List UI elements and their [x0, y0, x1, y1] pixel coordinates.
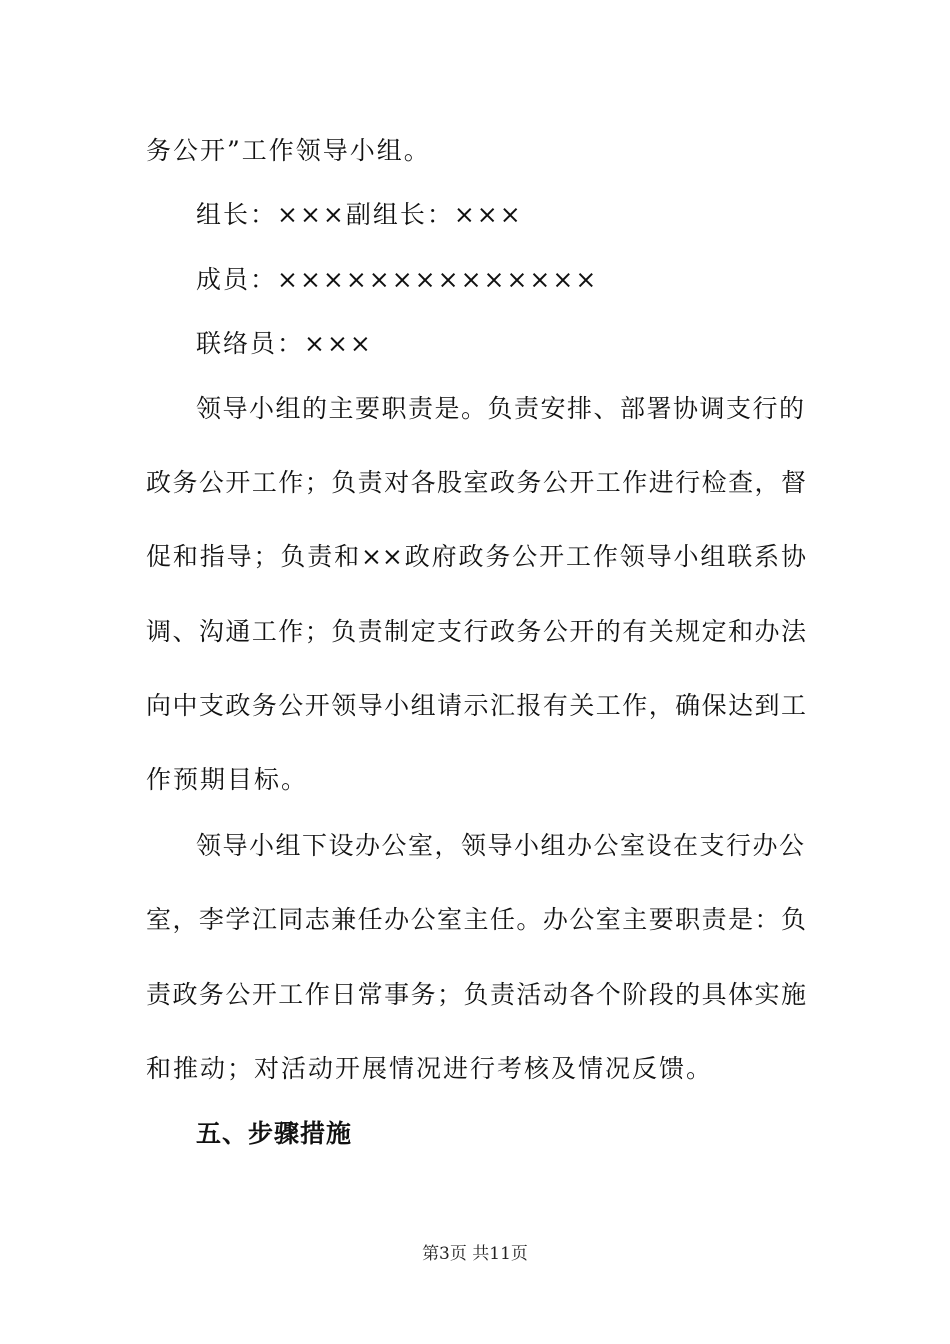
- text-line: 领导小组的主要职责是。负责安排、部署协调支行的: [196, 394, 804, 423]
- text-line: 领导小组下设办公室，领导小组办公室设在支行办公: [196, 831, 804, 860]
- text-line: 促和指导；负责和××政府政务公开工作领导小组联系协: [146, 542, 806, 571]
- text-line: 责政务公开工作日常事务；负责活动各个阶段的具体实施: [146, 980, 806, 1009]
- page-number-footer: 第3页 共11页: [422, 1244, 528, 1264]
- text-line: 组长：×××副组长：×××: [196, 200, 523, 229]
- text-line: 务公开”工作领导小组。: [146, 136, 431, 165]
- text-line: 作预期目标。: [146, 765, 309, 794]
- section-heading: 五、步骤措施: [196, 1119, 353, 1148]
- text-line: 向中支政务公开领导小组请示汇报有关工作，确保达到工: [146, 691, 806, 720]
- text-line: 成员：××××××××××××××: [196, 265, 599, 294]
- text-line: 联络员：×××: [196, 329, 373, 358]
- text-line: 和推动；对活动开展情况进行考核及情况反馈。: [146, 1054, 714, 1083]
- text-line: 调、沟通工作；负责制定支行政务公开的有关规定和办法: [146, 617, 806, 646]
- text-line: 室，李学江同志兼任办公室主任。办公室主要职责是：负: [146, 905, 806, 934]
- text-line: 政务公开工作；负责对各股室政务公开工作进行检查，督: [146, 468, 806, 497]
